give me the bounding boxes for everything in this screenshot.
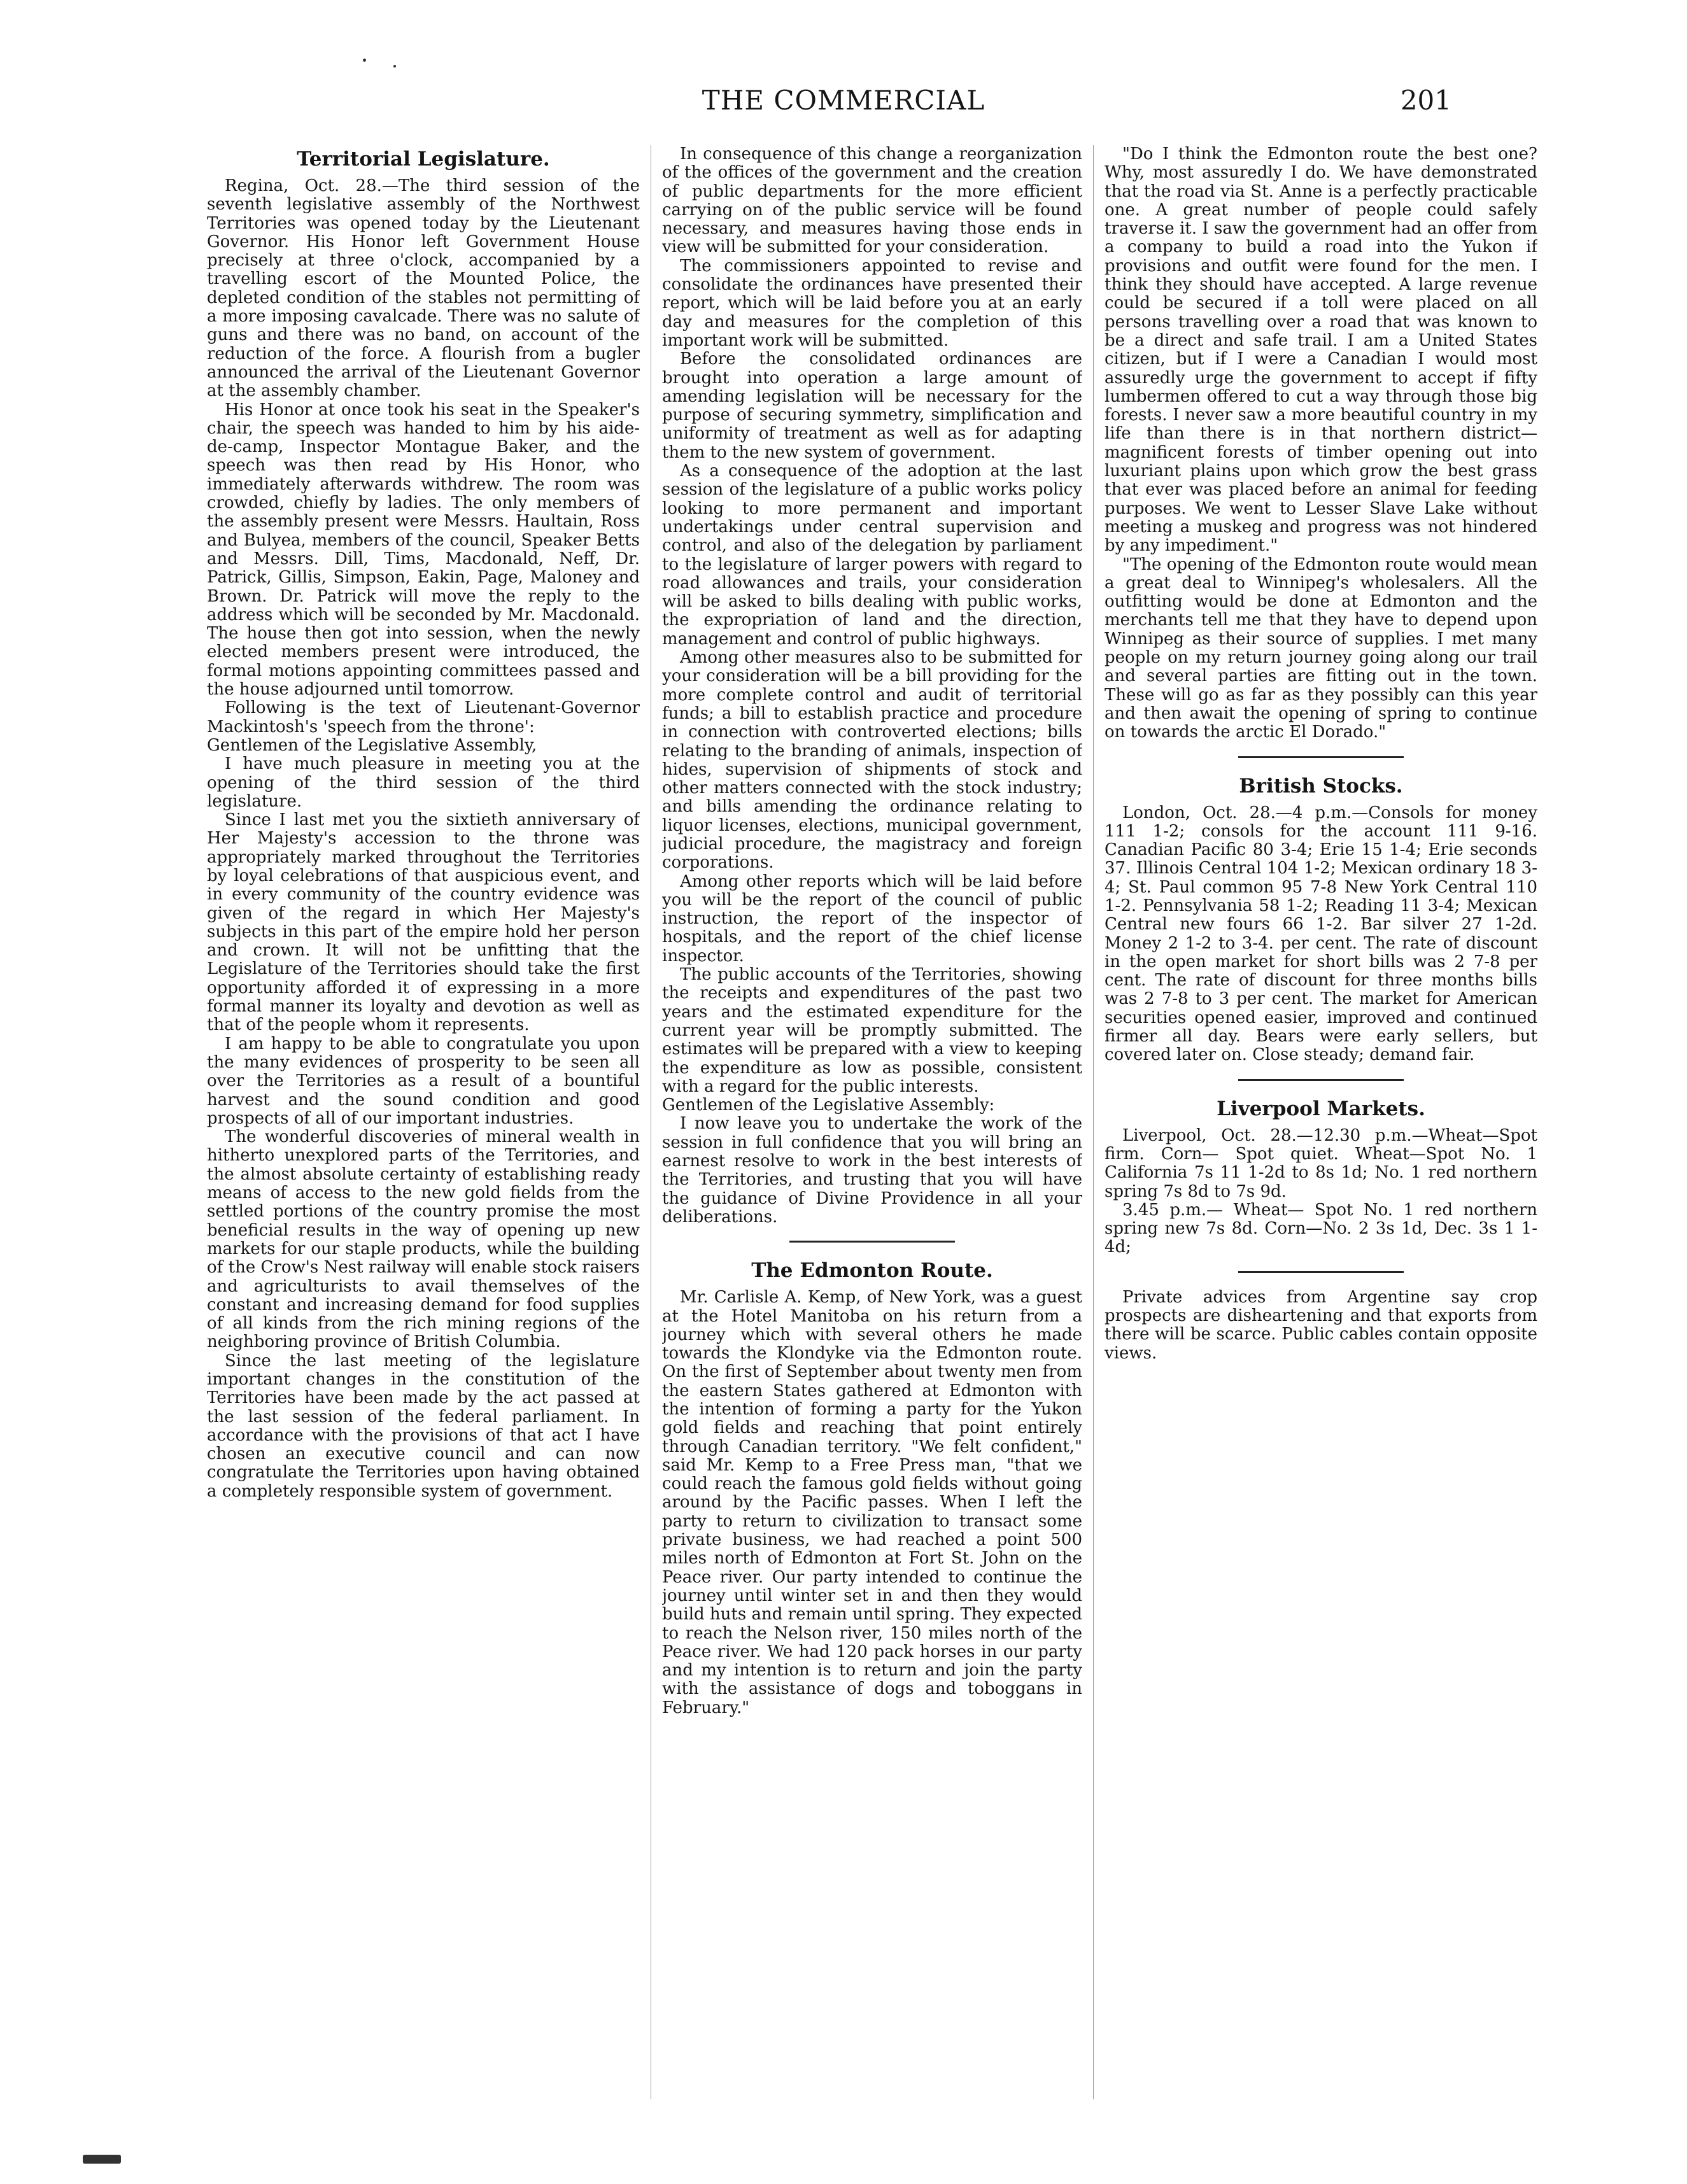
speech-paragraph: In consequence of this change a reorganization of the offices of the government and the creation of public departments for the more efficient carrying on of the public service will be found necessary, and measures having those ends in view will be submitted for your consideration. [662,145,1082,257]
article-paragraph: "The opening of the Edmonton route would mean a great deal to Winnipeg's wholesalers. All the outfitting would be done at Edmonton and the merchants tell me that they have to depend upon Winnipeg as their source of supplies. I met many people on my return journey going along our trail and several parties are fitting out in the town. These will go as far as they possibly can this year and then await the opening of spring to continue on towards the arctic El Dorado." [1105,554,1537,742]
speech-paragraph: The wonderful discoveries of mineral wealth in hitherto unexplored parts of the Territories, and the almost absolute certainty of establishing ready means of access to the new gold fields from the settled portions of the country promise the most beneficial results in the way of opening up new markets for our staple products, while the building of the Crow's Nest railway will enable stock raisers and agriculturists to avail themselves of the constant and increasing demand for food supplies of all kinds from the rich mining regions of the neighboring province of British Columbia. [207,1127,640,1352]
speech-paragraph: As a consequence of the adoption at the last session of the legislature of a public works policy looking to more permanent and important undertakings under central supervision and control, and also of the delegation by parliament to the legislature of larger powers with regard to road allowances and trails, your consideration will be asked to bills dealing with public works, the expropriation of land and the direction, management and control of public highways. [662,461,1082,649]
speech-paragraph: I have much pleasure in meeting you at the opening of the third session of the third legislature. [207,754,640,811]
article-paragraph: Liverpool, Oct. 28.—12.30 p.m.—Wheat—Spot firm. Corn— Spot quiet. Wheat—Spot No. 1 California 7s 11 1-2d to 8s 1d; No. 1 red northern spring 7s 8d to 7s 9d. [1105,1125,1537,1201]
publication-title: THE COMMERCIAL [702,85,985,116]
speech-paragraph: Among other reports which will be laid before you will be the report of the council of public instruction, the report of the inspector of hospitals, and the report of the chief license inspector. [662,871,1082,966]
article-paragraph: "Do I think the Edmonton route the best one? Why, most assuredly I do. We have demonstrated that the road via St. Anne is a perfectly practicable one. A great number of people could safely traverse it. I saw the government had an offer from a company to build a road into the Yukon if provisions and outfit were found for the men. I think they should have accepted. A large revenue could be secured if a toll were placed on all persons travelling over a road that was known to be a direct and safe trail. I am a United States citizen, but if I were a Canadian I would most assuredly urge the government to accept if fifty lumbermen offered to cut a way through those big forests. I never saw a more beautiful country in my life than there is in that northern district—magnificent forests of timber opening out into luxuriant plains upon which grow the best grass that ever was placed before an animal for feeding purposes. We went to Lesser Slave Lake without meeting a muskeg and progress was not hindered by any impediment." [1105,145,1537,556]
speech-paragraph: Among other measures also to be submitted for your consideration will be a bill providing for the more complete control and audit of territorial funds; a bill to establish practice and procedure in connection with controverted elections; bills relating to the branding of animals, inspection of hides, supervision of shipments of stock and other matters connected with the stock industry; and bills amending the ordinance relating to liquor licenses, elections, municipal government, judicial procedure, the magistracy and foreign corporations. [662,648,1082,873]
page-header [0,81,1687,126]
article-paragraph: Regina, Oct. 28.—The third session of the seventh legislative assembly of the Northwest Territories was opened today by the Lieutenant Governor. His Honor left Government House precisely at three o'clock, accompanied by a travelling escort of the Mounted Police, the depleted condition of the stables not permitting of a more imposing cavalcade. There was no salute of guns and there was no band, on account of the reduction of the force. A flourish from a bugler announced the arrival of the Lieutenant Governor at the assembly chamber. [207,176,640,401]
article-paragraph: Following is the text of Lieutenant-Governor Mackintosh's 'speech from the throne': [207,698,640,736]
scan-speck [83,2155,121,2164]
article-paragraph: London, Oct. 28.—4 p.m.—Consols for money 111 1-2; consols for the account 111 9-16. Canadian Pacific 80 3-4; Erie 15 1-4; Erie seconds 37. Illinois Central 104 1-2; Mexican ordinary 18 3-4; St. Paul common 95 7-8 New York Central 110 1-2. Pennsylvania 58 1-2; Reading 11 3-4; Mexican Central new fours 66 1-2. Bar silver 27 1-2d. Money 2 1-2 to 3-4. per cent. The rate of discount in the open market for short bills was 2 7-8 per cent. The rate of discount for three months bills was 2 7-8 to 3 per cent. The market for American securities opened easier, improved and continued firmer all day. Bears were early sellers, but covered later on. Close steady; demand fair. [1105,803,1537,1065]
article-title-liverpool-markets: Liverpool Markets. [1217,1097,1425,1120]
article-separator [1238,1271,1404,1273]
speech-paragraph: Before the consolidated ordinances are brought into operation a large amount of amending legislation will be necessary for the purpose of securing symmetry, simplification and uniformity of treatment as well as for adapting them to the new system of government. [662,349,1082,462]
article-title-edmonton-route: The Edmonton Route. [751,1259,993,1283]
scan-speck [393,65,396,67]
article-separator [789,1241,955,1243]
article-separator [1238,1079,1404,1081]
article-title-british-stocks: British Stocks. [1239,774,1403,798]
column-1 [207,145,640,2106]
scan-speck [363,59,366,62]
speech-paragraph: The commissioners appointed to revise and consolidate the ordinances have presented their report, which will be laid before you at an early day and measures for the completion of this important work will be submitted. [662,256,1082,350]
speech-paragraph: Since the last meeting of the legislature important changes in the constitution of the Territories have been made by the act passed at the last session of the federal parliament. In accordance with the provisions of that act I have chosen an executive council and can now congratulate the Territories upon having obtained a completely responsible system of government. [207,1351,640,1501]
speech-salutation: Gentlemen of the Legislative Assembly, [207,735,537,755]
article-paragraph: His Honor at once took his seat in the Speaker's chair, the speech was handed to him by his aide-de-camp, Inspector Montague Baker, and the speech was then read by His Honor, who immediately afterwards withdrew. The room was crowded, chiefly by ladies. The only members of the assembly present were Messrs. Haultain, Ross and Bulyea, members of the council, Speaker Betts and Messrs. Dill, Tims, Macdonald, Neff, Dr. Patrick, Gillis, Simpson, Eakin, Page, Maloney and Brown. Dr. Patrick will move the reply to the address which will be seconded by Mr. Macdonald. The house then got into session, when the newly elected members present were introduced, the formal motions appointing committees passed and the house adjourned until tomorrow. [207,400,640,700]
column-3 [1105,145,1537,2106]
article-paragraph: Mr. Carlisle A. Kemp, of New York, was a guest at the Hotel Manitoba on his return from a journey which with several others he made towards the Klondyke via the Edmonton route. On the first of September about twenty men from the eastern States gathered at Edmonton with the intention of forming a party for the Yukon gold fields and reaching that point entirely through Canadian territory. "We felt confident," said Mr. Kemp to a Free Press man, "that we could reach the famous gold fields without going around by the Pacific passes. When I left the party to return to civilization to transact some private business, we had reached a point 500 miles north of Edmonton at Fort St. John on the Peace river. Our party intended to continue the journey until winter set in and then they would build huts and remain until spring. They expected to reach the Nelson river, 150 miles north of the Peace river. We had 120 pack horses in our party and my intention is to return and join the party with the assistance of dogs and toboggans in February." [662,1288,1082,1717]
speech-paragraph: The public accounts of the Territories, showing the receipts and expenditures of the past two years and the estimated expenditure for the current year will be promptly submitted. The estimates will be prepared with a view to keeping the expenditure as low as possible, consistent with a regard for the public interests. [662,965,1082,1096]
article-paragraph: 3.45 p.m.— Wheat— Spot No. 1 red northern spring new 7s 8d. Corn—No. 2 3s 1d, Dec. 3s 1 1-4d; [1105,1200,1537,1257]
speech-paragraph: I am happy to be able to congratulate you upon the many evidences of prosperity to be seen all over the Territories as a result of a bountiful harvest and the sound condition and good prospects of all of our important industries. [207,1034,640,1128]
news-item: Private advices from Argentine say crop prospects are disheartening and that exports from there will be scarce. Public cables contain opposite views. [1105,1287,1537,1363]
speech-paragraph: Since I last met you the sixtieth anniversary of Her Majesty's accession to the throne was appropriately marked throughout the Territories by loyal celebrations of that auspicious event, and in every community of the country evidence was given of the regard in which Her Majesty's subjects in this part of the empire hold her person and crown. It will not be unfitting that the Legislature of the Territories should take the first opportunity afforded it of expressing in a more formal manner its loyalty and devotion as well as that of the people whom it represents. [207,810,640,1035]
article-title-territorial-legislature: Territorial Legislature. [297,148,550,171]
column-2 [662,145,1082,2106]
page-number: 201 [1400,85,1451,116]
column-divider [1093,145,1094,2099]
speech-salutation: Gentlemen of the Legislative Assembly: [662,1096,995,1115]
speech-paragraph: I now leave you to undertake the work of the session in full confidence that you will bring an earnest resolve to work in the best interests of the Territories, and trusting that you will have the guidance of Divine Providence in all your deliberations. [662,1114,1082,1227]
article-separator [1238,756,1404,758]
